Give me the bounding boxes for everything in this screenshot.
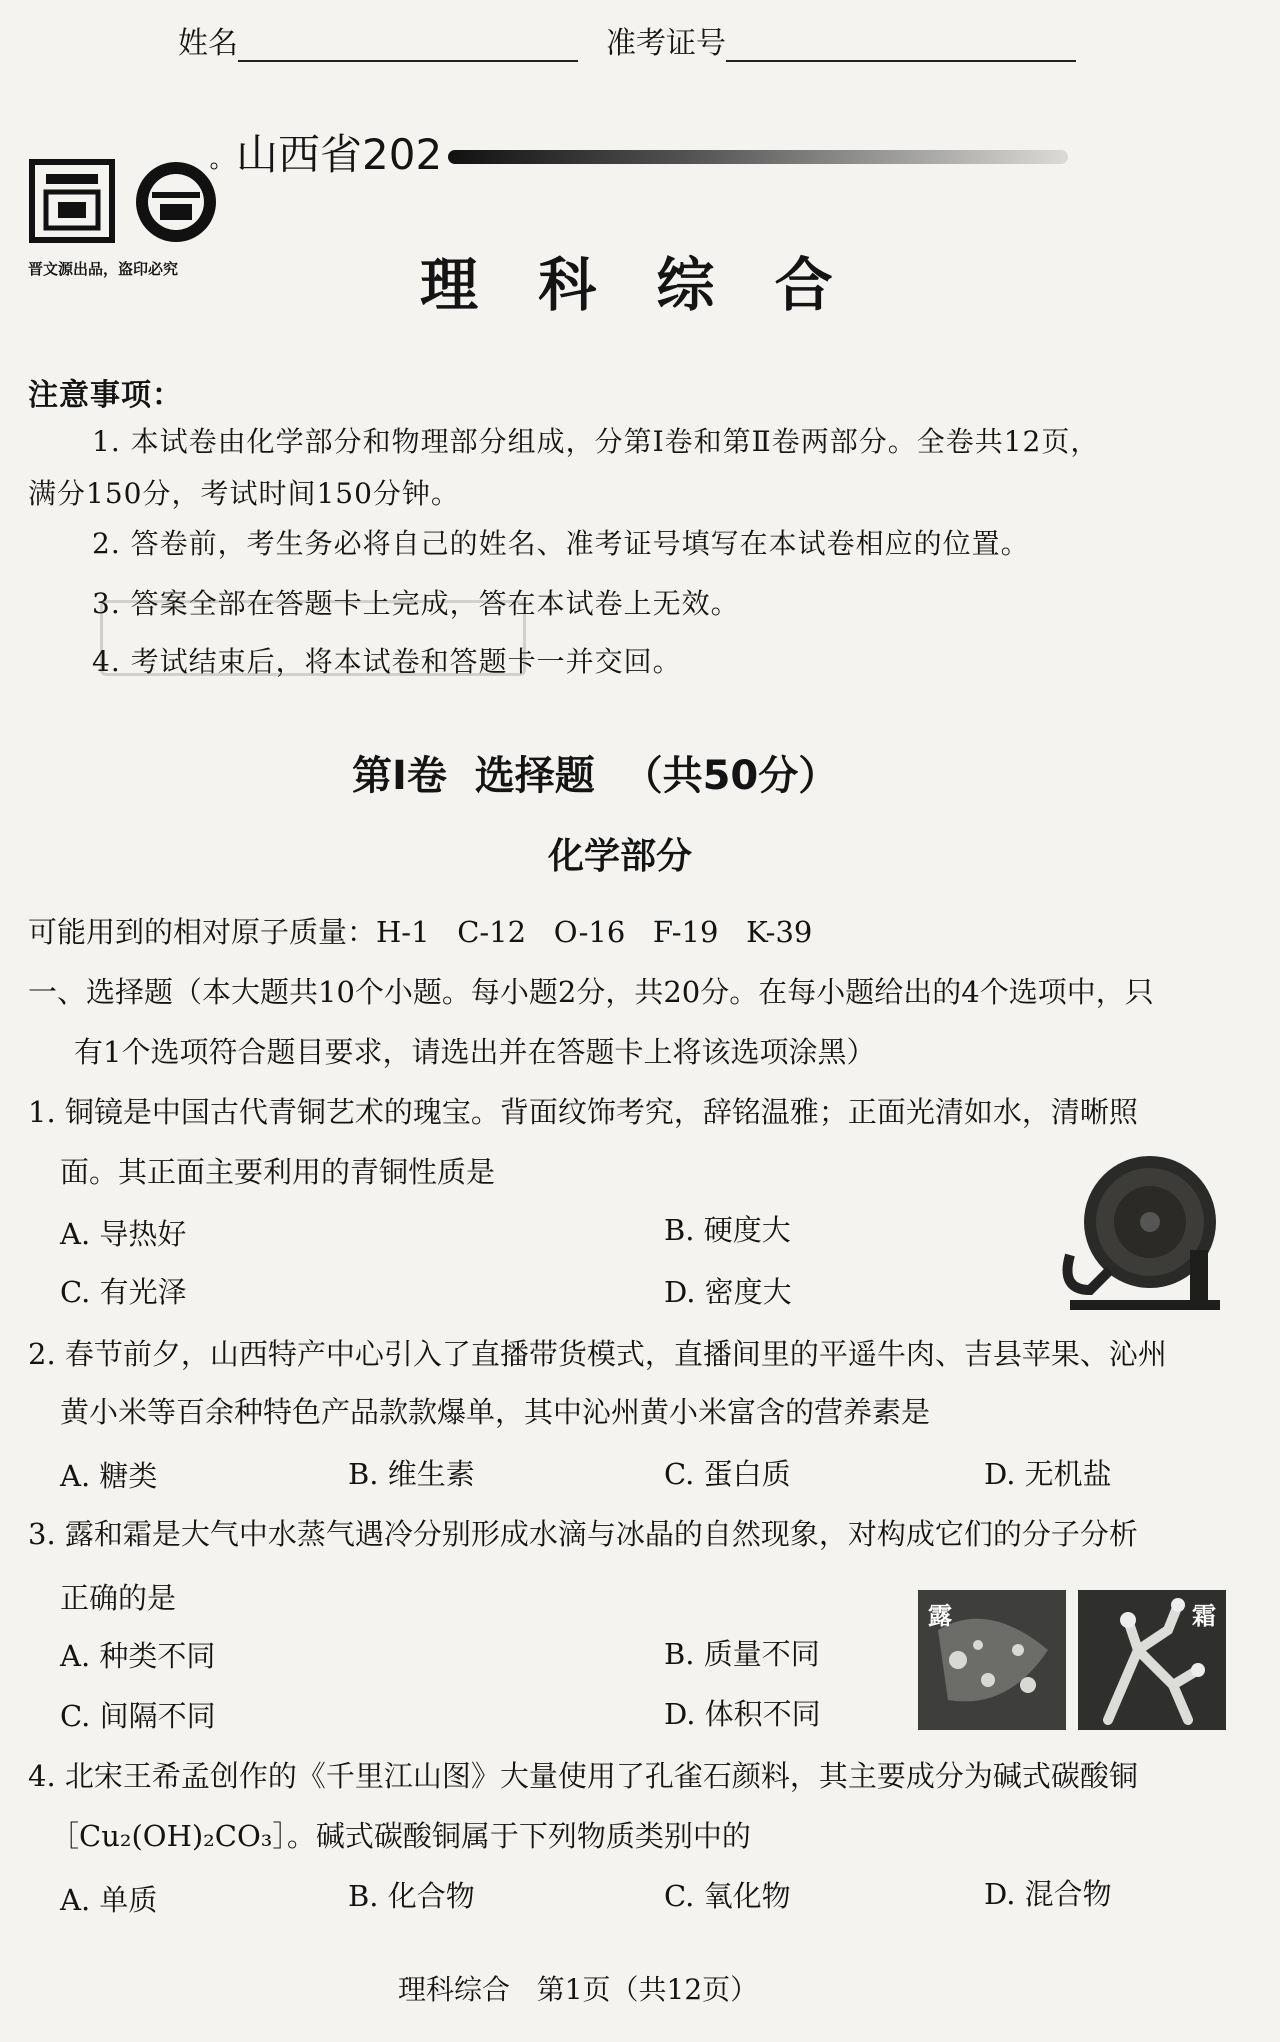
q2-option-b: B. 维生素 bbox=[348, 1457, 475, 1491]
exam-id-label: 准考证号 bbox=[606, 26, 726, 61]
q4-option-d: D. 混合物 bbox=[984, 1877, 1112, 1911]
q3-stem-line-2: 正确的是 bbox=[60, 1581, 177, 1615]
q1-option-a: A. 导热好 bbox=[60, 1217, 187, 1251]
q2-stem-line-1: 2. 春节前夕，山西特产中心引入了直播带货模式，直播间里的平遥牛肉、吉县苹果、沁州 bbox=[28, 1337, 1167, 1371]
bronze-mirror-image bbox=[1050, 1150, 1225, 1315]
q1-option-c: C. 有光泽 bbox=[60, 1275, 187, 1309]
dew-image bbox=[918, 1590, 1066, 1730]
frost-label: 霜 bbox=[1192, 1602, 1216, 1630]
name-underline bbox=[238, 26, 578, 62]
watermark-icon bbox=[100, 600, 526, 676]
q4-option-b: B. 化合物 bbox=[348, 1879, 475, 1913]
q1-option-d: D. 密度大 bbox=[664, 1275, 792, 1309]
q1-stem-line-1: 1. 铜镜是中国古代青铜艺术的瑰宝。背面纹饰考究，辞铭温雅；正面光清如水，清晰照 bbox=[28, 1095, 1138, 1129]
notes-item-1: 1. 本试卷由化学部分和物理部分组成，分第Ⅰ卷和第Ⅱ卷两部分。全卷共12页， bbox=[92, 425, 1100, 458]
q4-option-a: A. 单质 bbox=[60, 1883, 158, 1917]
q2-option-a: A. 糖类 bbox=[60, 1459, 158, 1493]
exam-region-title: 山西省202 bbox=[236, 130, 443, 179]
atomic-masses: 可能用到的相对原子质量：H-1 C-12 O-16 F-19 K-39 bbox=[28, 915, 813, 949]
q4-stem-line-1: 4. 北宋王希孟创作的《千里江山图》大量使用了孔雀石颜料，其主要成分为碱式碳酸铜 bbox=[28, 1759, 1138, 1793]
section-title: 第Ⅰ卷 选择题 （共50分） bbox=[352, 753, 839, 799]
q4-stem-line-2: ［Cu₂(OH)₂CO₃］。碱式碳酸铜属于下列物质类别中的 bbox=[50, 1819, 751, 1853]
section-subtitle: 化学部分 bbox=[548, 836, 693, 877]
notes-item-1-cont: 满分150分，考试时间150分钟。 bbox=[28, 477, 460, 510]
q3-option-b: B. 质量不同 bbox=[664, 1637, 820, 1671]
q1-stem-line-2: 面。其正面主要利用的青铜性质是 bbox=[60, 1155, 496, 1189]
q4-option-c: C. 氧化物 bbox=[664, 1879, 791, 1913]
name-label: 姓名 bbox=[178, 26, 238, 61]
q2-stem-line-2: 黄小米等百余种特色产品款款爆单，其中沁州黄小米富含的营养素是 bbox=[60, 1395, 931, 1429]
publisher-logo bbox=[28, 158, 218, 278]
notes-heading: 注意事项： bbox=[28, 378, 183, 413]
paper-title: 理 科 综 合 bbox=[420, 251, 833, 319]
q3-stem-line-1: 3. 露和霜是大气中水蒸气遇冷分别形成水滴与冰晶的自然现象，对构成它们的分子分析 bbox=[28, 1517, 1138, 1551]
q3-option-d: D. 体积不同 bbox=[664, 1697, 821, 1731]
q3-option-c: C. 间隔不同 bbox=[60, 1699, 216, 1733]
q2-option-c: C. 蛋白质 bbox=[664, 1457, 791, 1491]
logo-tagline: 晋文源出品，盗印必究 bbox=[28, 260, 179, 278]
exam-id-underline bbox=[726, 26, 1076, 62]
q2-option-d: D. 无机盐 bbox=[984, 1457, 1112, 1491]
notes-item-4: 4. 考试结束后，将本试卷和答题卡一并交回。 bbox=[92, 645, 682, 678]
logo-mark-icon bbox=[28, 158, 218, 254]
q1-option-b: B. 硬度大 bbox=[664, 1213, 791, 1247]
name-field bbox=[178, 18, 578, 62]
q3-option-a: A. 种类不同 bbox=[60, 1639, 216, 1673]
page-footer: 理科综合 第1页（共12页） bbox=[398, 1973, 759, 2006]
exam-id-field bbox=[606, 18, 1076, 62]
dew-label: 露 bbox=[928, 1602, 952, 1630]
title-streak bbox=[448, 150, 1068, 164]
instruction-line-2: 有1个选项符合题目要求，请选出并在答题卡上将该选项涂黑） bbox=[74, 1035, 876, 1069]
instruction-line-1: 一、选择题（本大题共10个小题。每小题2分，共20分。在每小题给出的4个选项中，只 bbox=[28, 975, 1154, 1009]
notes-item-3: 3. 答案全部在答题卡上完成，答在本试卷上无效。 bbox=[92, 587, 740, 620]
notes-item-2: 2. 答卷前，考生务必将自己的姓名、准考证号填写在本试卷相应的位置。 bbox=[92, 527, 1030, 560]
frost-image bbox=[1078, 1590, 1226, 1730]
